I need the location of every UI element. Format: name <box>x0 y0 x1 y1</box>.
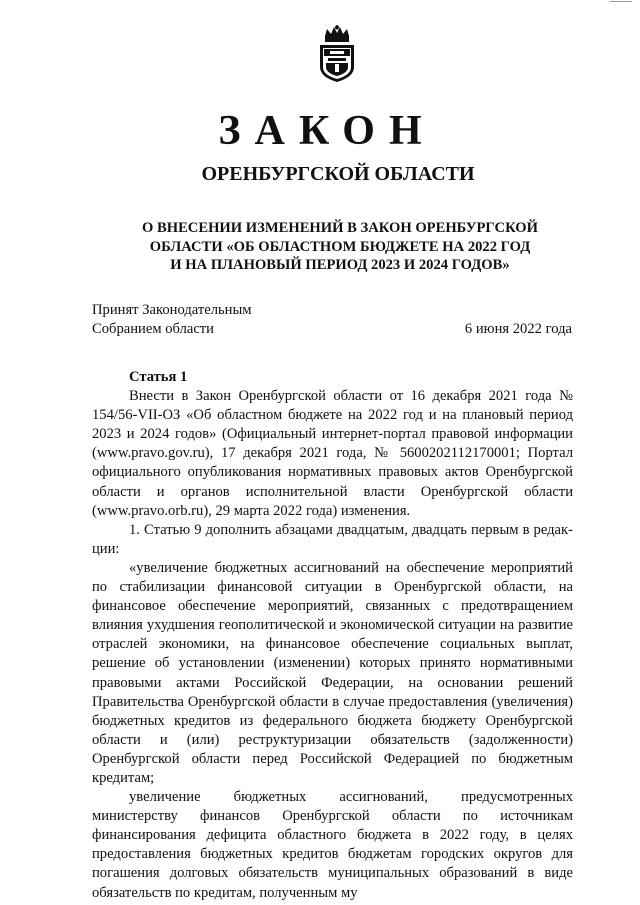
law-title: ЗАКОН <box>218 108 436 154</box>
subject-line: О ВНЕСЕНИИ ИЗМЕНЕНИЙ В ЗАКОН ОРЕНБУРГСКОЙ <box>141 220 538 236</box>
law-subject <box>120 219 560 275</box>
article-paragraph: увеличение бюджетных ассигнований, предусмотренных министерству финансов Оренбургской области по источникам финансирования дефицита областного бюджета в 2022 году, в целях предоставления бюджетных кредитов бюджетам городских округов для погашения долговых обязательств муниципальных образований в виде обязательств по кредитам, полученным му <box>92 789 573 901</box>
article-title: Статья 1 <box>129 369 188 385</box>
subject-line: И НА ПЛАНОВЫЙ ПЕРИОД 2023 И 2024 ГОДОВ» <box>170 257 510 274</box>
adoption-date: 6 июня 2022 года <box>464 321 572 337</box>
scan-edge-mark <box>610 1 632 2</box>
region-title: ОРЕНБУРГСКОЙ ОБЛАСТИ <box>201 163 475 185</box>
adoption-line-with-date <box>92 320 572 339</box>
adoption-block <box>92 301 572 339</box>
adoption-line: Принят Законодательным <box>92 302 252 318</box>
article-paragraph: 1. Статью 9 дополнить абзацами двадцатым, двадцать первым в редакции: <box>92 521 573 557</box>
article-body <box>92 368 573 903</box>
adoption-body: Собранием области <box>92 321 214 337</box>
orenburg-coat-of-arms-icon <box>316 25 358 83</box>
article-paragraph: «увеличение бюджетных ассигнований на обеспечение мероприятий по стабилизации финансовой ситуации в Оренбургской области, на финансовое обеспечение мероприятий, связанных с предотвращением влияния ухудшения геополитической и экономической ситуации на развитие отраслей экономики, на финансовое обеспечение социальных выплат, решение об установлении (изменении) которых принято нормативными правовыми актами Российской Федерации, на основании решений Правительства Оренбургской области в случае предоставления (увеличения) бюджетных кредитов из федерального бюджета бюджету Оренбургской области и (или) реструктуризации обязательств (задолженности) Оренбургской области перед Российской Федерацией по бюджетным кредитам; <box>92 559 573 786</box>
article-paragraph: Внести в Закон Оренбургской области от 16 декабря 2021 года № 154/56-VII-ОЗ «Об областном бюджете на 2022 год и на плановый период 2023 и 2024 годов» (Официальный интернет-портал правовой информации (www.pravo.gov.ru), 17 декабря 2021 года, № 5600202112170001; Портал официального опубликования нормативных правовых актов Оренбургской области и органов исполнительной власти Оренбургской области (www.pravo.orb.ru), 29 марта 2022 года) изменения. <box>92 388 573 519</box>
subject-line: ОБЛАСТИ «ОБ ОБЛАСТНОМ БЮДЖЕТЕ НА 2022 ГОД <box>149 238 531 255</box>
